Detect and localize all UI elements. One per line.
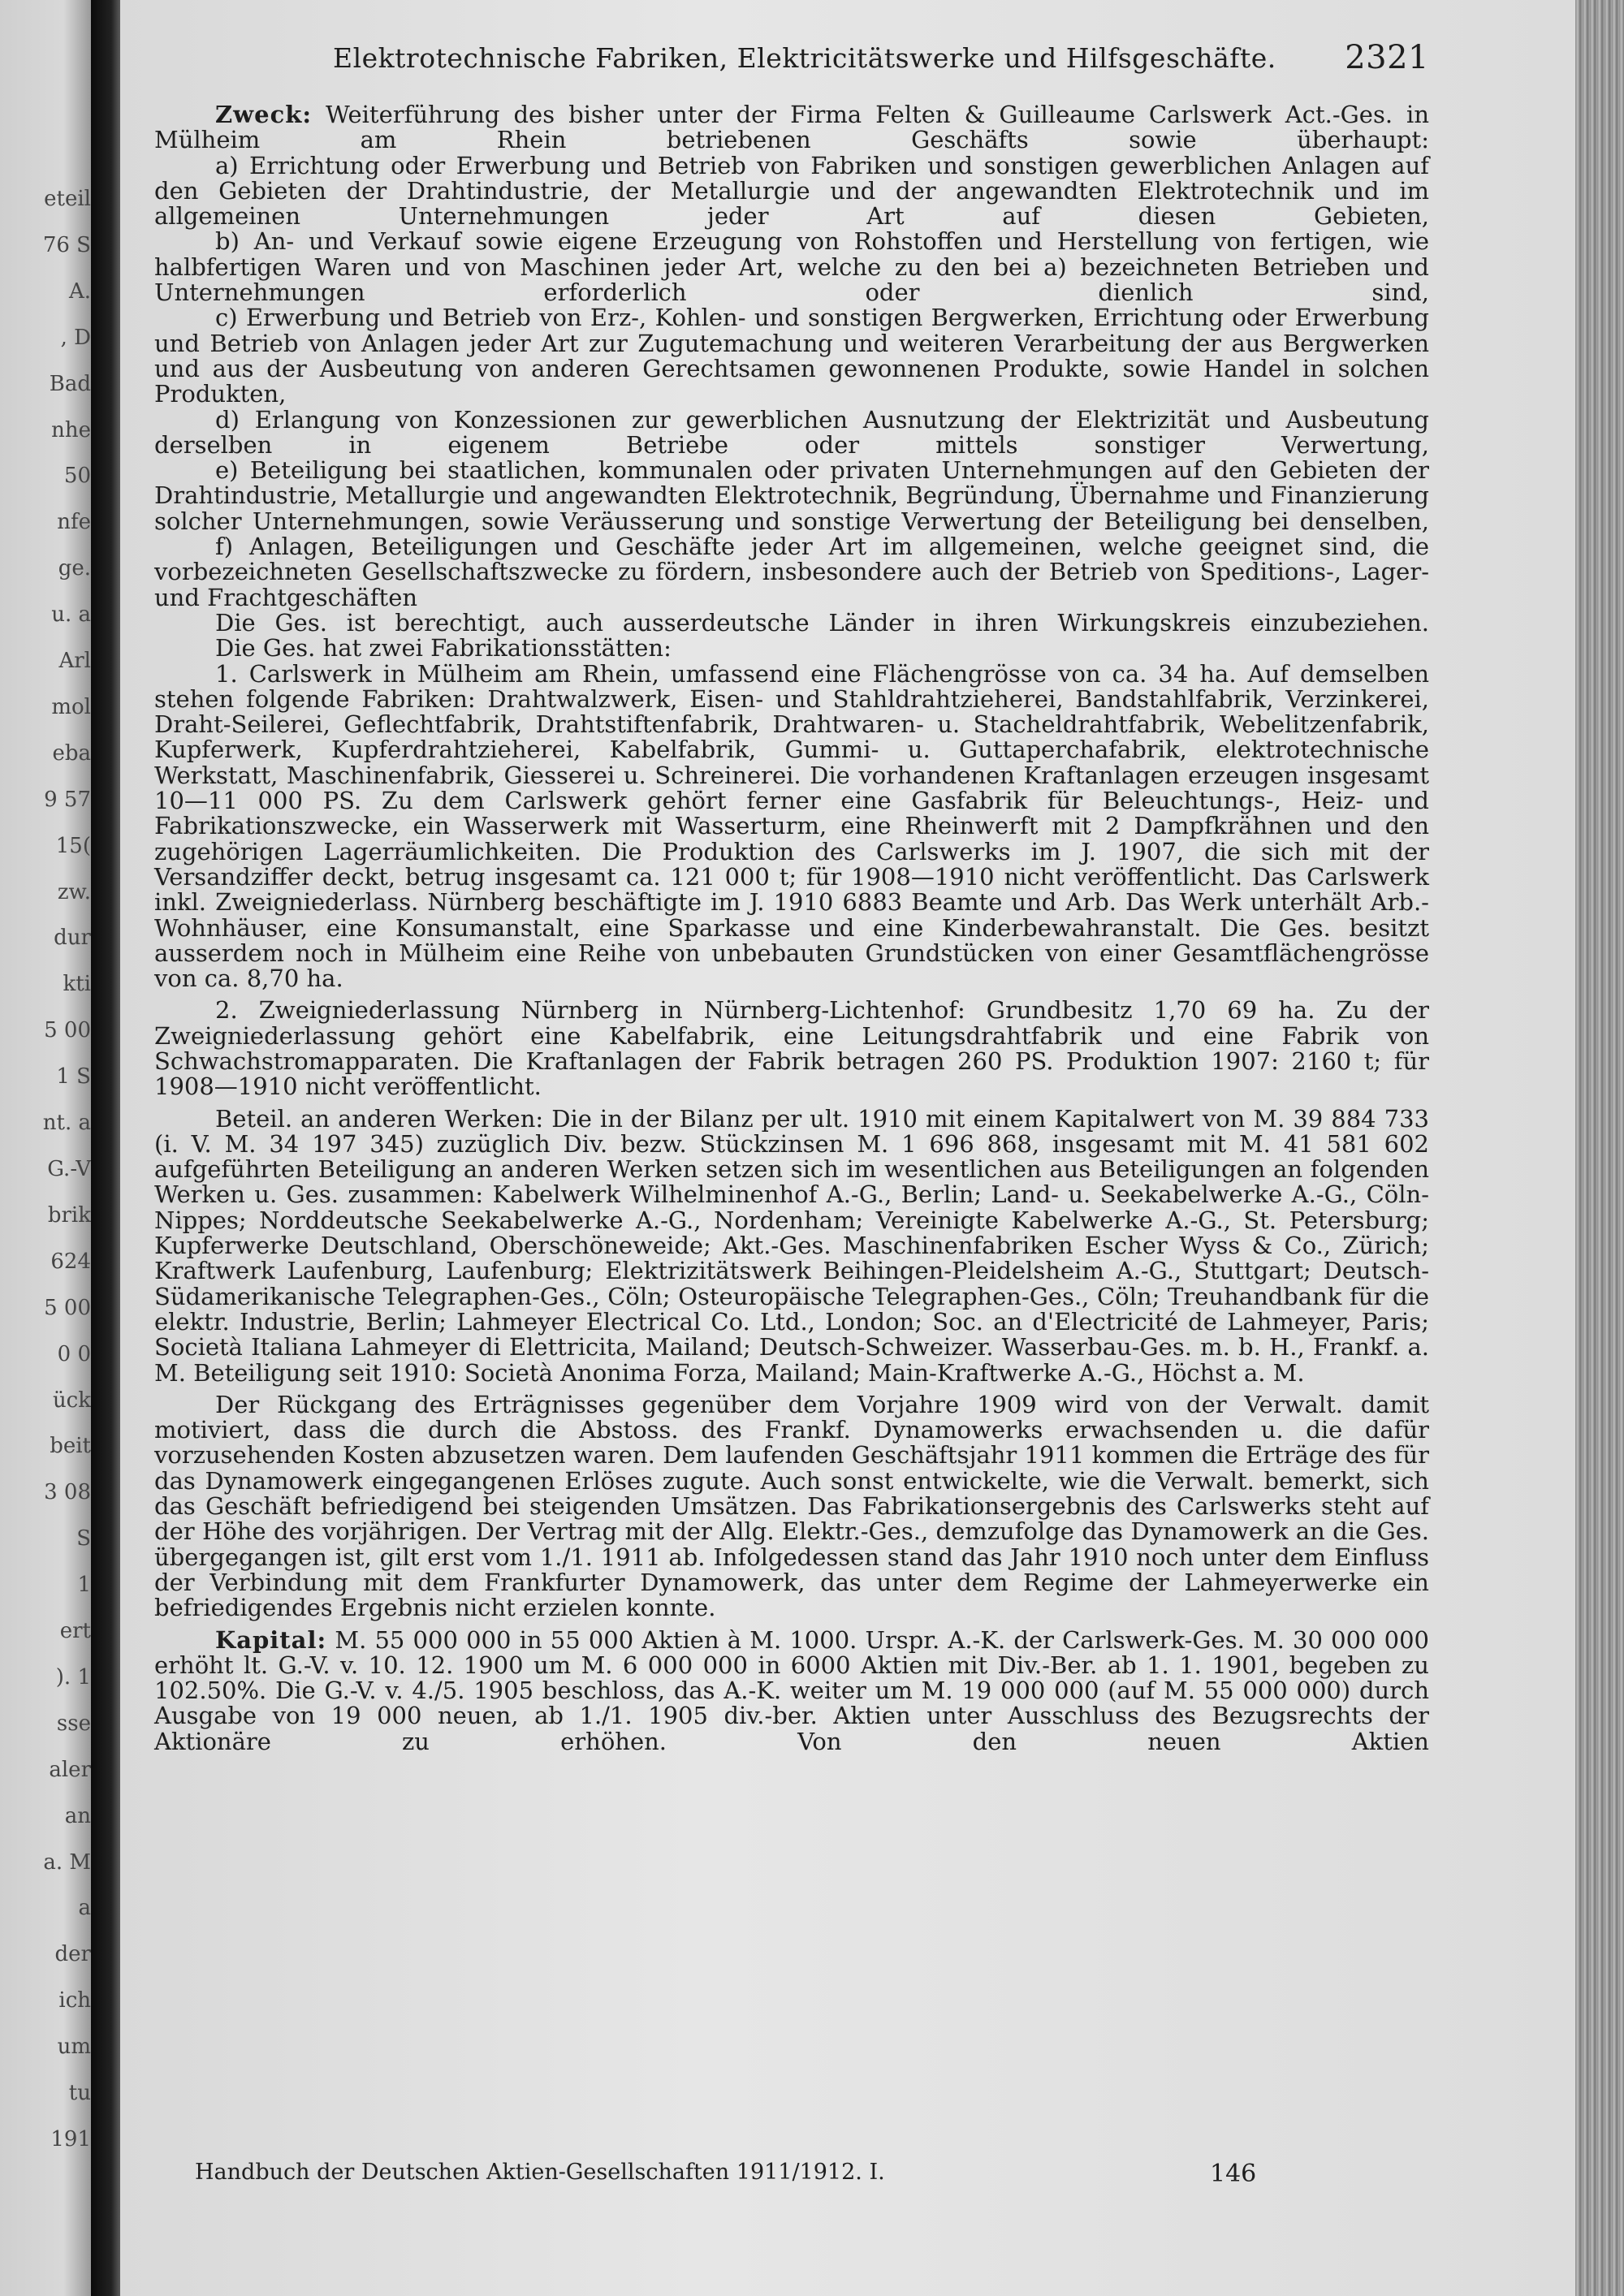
margin-fragment: 9 57 — [44, 787, 91, 812]
margin-fragment: u. a — [51, 602, 91, 628]
margin-fragment: 76 S — [42, 232, 91, 257]
margin-fragment: 15( — [55, 833, 91, 858]
margin-fragment: 5 00 — [44, 1295, 91, 1320]
page-body — [154, 102, 1429, 1754]
nuernberg-paragraph: 2. Zweigniederlassung Nürnberg in Nürnberg-Lichtenhof: Grundbesitz 1,70 69 ha. Zu der Zweigniederlassung gehört eine Kabelfabrik, eine Leitungsdrahtfabrik und eine Fabrik von Schwachstromapparaten. Die Kraftanlagen der Fabrik betragen 260 PS. Produktion 1907: 2160 t; für 1908—1910 nicht veröffentlicht. — [154, 996, 1429, 1101]
margin-fragment: tu — [68, 2081, 91, 2106]
zweck-paragraph — [154, 102, 1429, 153]
carlswerk-paragraph: 1. Carlswerk in Mülheim am Rhein, umfassend eine Flächengrösse von ca. 34 ha. Auf demselben stehen folgende Fabriken: Drahtwalzwerk, Eisen- und Stahldrahtzieherei, Bandstahlfabrik, Verzinkerei, Draht-Seilerei, Geflechtfabrik, Drahtstiftenfabrik, Drahtwaren- u. Stacheldrahtfabrik, Webelitzenfabrik, Kupferwerk, Kupferdrahtzieherei, Kabelfabrik, Gummi- u. Guttaperchafabrik, elektrotechnische Werkstatt, Maschinenfabrik, Giesserei u. Schreinerei. Die vorhandenen Kraftanlagen erzeugen insgesamt 10—11 000 PS. Zu dem Carlswerk gehört ferner eine Gasfabrik für Beleuchtungs-, Heiz- und Fabrikationszwecke, ein Wasserwerk mit Wasserturm, eine Rheinwerft mit 2 Dampfkrähnen und den zugehörigen Lagerräumlichkeiten. Die Produktion des Carlswerks im J. 1907, die sich mit der Versandziffer deckt, betrug insgesamt ca. 121 000 t; für 1908—1910 nicht veröffentlicht. Das Carlswerk inkl. Zweigniederlass. Nürnberg beschäftigte im J. 1910 6883 Beamte und Arb. Das Werk unterhält Arb.-Wohnhäuser, eine Konsumanstalt, eine Sparkasse und eine Kinderbewahranstalt. Die Ges. besitzt ausserdem noch in Mülheim eine Reihe von unbebauten Grundstücken von einer Gesamtflächengrösse von ca. 8,70 ha. — [154, 659, 1429, 993]
margin-fragment: aler — [49, 1757, 91, 1782]
book-gutter — [91, 0, 120, 2296]
zweck-item-c: c) Erwerbung und Betrieb von Erz-, Kohlen- und sonstigen Bergwerken, Errichtung oder Erwerbung und Betrieb von Anlagen jeder Art zur Zugutemachung und weiteren Verarbeitung der aus Bergwerken und aus der Ausbeutung von anderen Gerechtsamen gewonnenen Produkte, sowie Handel in solchen Produkten, — [154, 304, 1429, 408]
margin-fragment: A. — [68, 278, 91, 304]
margin-fragment: beit — [50, 1434, 91, 1459]
margin-fragment: brik — [47, 1202, 91, 1228]
margin-fragment: G.-V — [47, 1157, 91, 1181]
margin-fragment: sse — [56, 1711, 91, 1736]
zweck-item-b: b) An- und Verkauf sowie eigene Erzeugung von Rohstoffen und Herstellung von fertigen, wie halbfertigen Waren und von Maschinen jeder Art, welche zu den bei a) bezeichneten Betrieben und Unternehmungen erforderlich oder dienlich sind, — [154, 227, 1429, 307]
signature-number: 146 — [1210, 2160, 1257, 2188]
facing-page-fragment — [0, 0, 91, 2296]
margin-fragment: a — [78, 1896, 91, 1921]
margin-fragment: 624 — [50, 1249, 91, 1274]
zweck-label: Zweck: — [215, 101, 313, 128]
margin-fragment: ge. — [58, 556, 91, 581]
margin-fragment: Bad — [49, 371, 91, 396]
margin-fragment: nt. a — [42, 1111, 91, 1136]
beteiligungen-paragraph: Beteil. an anderen Werken: Die in der Bilanz per ult. 1910 mit einem Kapitalwert von M. 39 884 733 (i. V. M. 34 197 345) zuzüglich Div. bezw. Stückzinsen M. 1 696 868, insgesamt mit M. 41 581 602 aufgeführten Beteiligung an anderen Werken setzen sich im wesentlichen aus Beteiligungen an folgenden Werken u. Ges. zusammen: Kabelwerk Wilhelminenhof A.-G., Berlin; Land- u. Seekabelwerke A.-G., Cöln-Nippes; Norddeutsche Seekabelwerke A.-G., Nordenham; Vereinigte Kabelwerke A.-G., St. Petersburg; Kupferwerke Deutschland, Oberschöneweide; Akt.-Ges. Maschinenfabriken Escher Wyss & Co., Zürich; Kraftwerk Laufenburg, Laufenburg; Elektrizitätswerk Beihingen-Pleidelsheim A.-G., Stuttgart; Deutsch-Südamerikanische Telegraphen-Ges., Cöln; Osteuropäische Telegraphen-Ges., Cöln; Treuhandbank für die elektr. Industrie, Berlin; Lahmeyer Electrical Co. Ltd., London; Soc. an d'Electricité de Lahmeyer, Paris; Società Italiana Lahmeyer di Elettricita, Mailand; Deutsch-Schweizer. Wasserbau-Ges. m. b. H., Frankf. a. M. Beteiligung seit 1910: Società Anonima Forza, Mailand; Main-Kraftwerke A.-G., Höchst a. M. — [154, 1104, 1429, 1387]
margin-fragment: der — [54, 1942, 91, 1967]
margin-fragment: 0 0 — [57, 1341, 91, 1366]
margin-fragment: 3 08 — [44, 1480, 91, 1505]
zweck-item-e: e) Beteiligung bei staatlichen, kommunalen oder privaten Unternehmungen auf den Gebieten der Drahtindustrie, Metallurgie und angewandten Elektrotechnik, Begründung, Übernahme und Finanzierung solcher Unternehmungen, sowie Veräusserung und sonstige Verwertung der Beteiligung bei denselben, — [154, 456, 1429, 535]
margin-fragment: eteil — [44, 187, 91, 211]
margin-fragment: a. M — [43, 1849, 91, 1875]
margin-fragment: dur — [54, 926, 91, 951]
page-edges — [1575, 0, 1624, 2296]
margin-fragment: nfe — [57, 510, 91, 535]
ausland-paragraph: Die Ges. ist berechtigt, auch ausserdeutsche Länder in ihren Wirkungskreis einzubeziehen. — [215, 608, 1429, 637]
margin-fragment: ich — [58, 1988, 91, 2013]
margin-fragment: , D — [60, 325, 91, 350]
margin-fragment: ück — [52, 1388, 91, 1413]
margin-fragment: zw. — [57, 879, 91, 904]
zweck-item-d: d) Erlangung von Konzessionen zur gewerblichen Ausnutzung der Elektrizität und Ausbeutung derselben in eigenem Betriebe oder mittels sonstiger Verwertung, — [154, 405, 1429, 459]
footer-title: Handbuch der Deutschen Aktien-Gesellschaften 1911/1912. I. — [195, 2160, 885, 2185]
kapital-text: M. 55 000 000 in 55 000 Aktien à M. 1000. Urspr. A.-K. der Carlswerk-Ges. M. 30 000 000 erhöht lt. G.-V. v. 10. 12. 1900 um M. 6 000 000 in 6000 Aktien mit Div.-Ber. ab 1. 1. 1901, begeben zu 102.50%. Die G.-V. v. 4./5. 1905 beschloss, das A.-K. weiter um M. 19 000 000 (auf M. 55 000 000) durch Ausgabe von 19 000 neuen, ab 1./1. 1905 div.-ber. Aktien unter Ausschluss des Bezugsrechts der Aktionäre zu erhöhen. Von den neuen Aktien — [154, 1625, 1430, 1755]
margin-fragment: Arl — [58, 649, 91, 674]
margin-fragment: 191 — [50, 2127, 91, 2151]
margin-fragment: um — [57, 2035, 91, 2060]
header-title: Elektrotechnische Fabriken, Elektricitätswerke und Hilfsgeschäfte. — [333, 42, 1276, 74]
margin-fragment: 5 00 — [44, 1018, 91, 1043]
zweck-item-a: a) Errichtung oder Erwerbung und Betrieb von Fabriken und sonstigen gewerblichen Anlagen auf den Gebieten der Drahtindustrie, der Metallurgie und der angewandten Elektrotechnik und im allgemeinen Unternehmungen jeder Art auf diesen Gebieten, — [154, 151, 1429, 231]
rueckgang-paragraph: Der Rückgang des Erträgnisses gegenüber dem Vorjahre 1909 wird von der Verwalt. damit motiviert, dass die durch die Abstoss. des Frankf. Dynamowerks erwachsenden u. die dafür vorzusehenden Kosten abzusetzen waren. Dem laufenden Geschäftsjahr 1911 kommen die Erträge des für das Dynamowerk eingegangenen Erlöses zugute. Auch sonst entwickelte, wie die Verwalt. bemerkt, sich das Geschäft befriedigend bei steigenden Umsätzen. Das Fabrikationsergebnis des Carlswerks steht auf der Höhe des vorjährigen. Der Vertrag mit der Allg. Elektr.-Ges., demzufolge das Dynamowerk an die Ges. übergegangen ist, gilt erst vom 1./1. 1911 ab. Infolgedessen stand das Jahr 1910 noch unter dem Einfluss der Verbindung mit dem Frankfurter Dynamowerk, das unter dem Regime der Lahmeyerwerke ein befriedigendes Ergebnis nicht erzielen konnte. — [154, 1390, 1429, 1622]
margin-fragment: S — [76, 1526, 91, 1552]
margin-fragment: eba — [52, 740, 91, 766]
zweck-item-f: f) Anlagen, Beteiligungen und Geschäfte jeder Art im allgemeinen, welche geeignet sind, die vorbezeichneten Gesellschaftszwecke zu fördern, insbesondere auch der Betrieb von Speditions-, Lager- und Frachtgeschäften — [154, 533, 1429, 611]
margin-fragment: mol — [51, 694, 91, 719]
margin-fragment: ). 1 — [55, 1664, 91, 1690]
margin-fragment: 50 — [63, 464, 91, 489]
margin-fragment: an — [64, 1803, 91, 1828]
page-number: 2321 — [1345, 39, 1429, 76]
fabrikationsstaetten-paragraph: Die Ges. hat zwei Fabrikationsstätten: — [215, 634, 672, 662]
running-header — [203, 39, 1429, 78]
page-footer — [195, 2160, 1429, 2192]
kapital-paragraph — [154, 1625, 1430, 1755]
margin-fragment: 1 S — [56, 1064, 91, 1090]
zweck-intro: Weiterführung des bisher unter der Firma Felten & Guilleaume Carlswerk Act.-Ges. in Mülheim am Rhein betriebenen Geschäfts sowie überhaupt: — [154, 101, 1429, 154]
margin-fragment: nhe — [51, 417, 91, 442]
margin-fragment: 1 — [77, 1573, 91, 1598]
kapital-label: Kapital: — [215, 1625, 327, 1654]
margin-fragment: kti — [63, 972, 91, 997]
margin-fragment: ert — [59, 1619, 91, 1644]
